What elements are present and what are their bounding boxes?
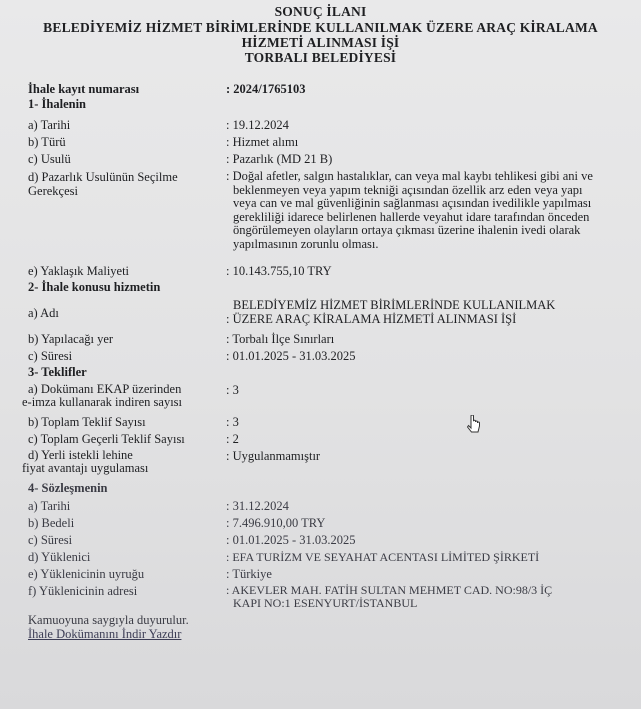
sozlesme-bedeli-value: : 7.496.910,00 TRY [226, 516, 326, 530]
yaklasik-maliyet-label: e) Yaklaşık Maliyeti [28, 264, 130, 278]
yuklenici-adresi-value [226, 584, 552, 610]
yerli-istekli-label [22, 448, 149, 475]
yuklenici-adresi-label: f) Yüklenicinin adresi [28, 584, 138, 598]
gerekce-line: öngörülemeyen olayların ortaya çıkması üzerine ihalenin ivedi olarak [233, 223, 581, 238]
yerli-istekli-row [22, 448, 628, 477]
gerekce-row [28, 170, 628, 262]
yerli-istekli-label-line2: fiyat avantajı uygulaması [22, 461, 149, 475]
mouse-pointer-icon [467, 415, 483, 437]
yuklenici-adresi-line2: KAPI NO:1 ESENYURT/İSTANBUL [233, 596, 418, 610]
closing-text: Kamuoyuna saygıyla duyurulur. [28, 613, 189, 627]
ekap-indiren-value: : 3 [226, 383, 239, 397]
ekap-indiren-row [22, 382, 628, 411]
ihale-tarihi-value: : 19.12.2024 [226, 118, 289, 132]
yuklenici-adresi-row [28, 584, 628, 612]
gerekce-line: beklenmeyen veya yapım tekniği açısından özellik arz eden veya yapı [233, 182, 583, 197]
yuklenici-value: : EFA TURİZM VE SEYAHAT ACENTASI LİMİTED ŞİRKETİ [226, 550, 540, 564]
hizmet-adi-line2: : ÜZERE ARAÇ KİRALAMA HİZMETİ ALINMASI İŞİ [226, 312, 517, 326]
yuklenici-adresi-line1: : AKEVLER MAH. FATİH SULTAN MEHMET CAD. NO:98/3 İÇ [226, 583, 553, 597]
gecerli-teklif-value: : 2 [226, 432, 239, 446]
hizmet-adi-value [226, 298, 555, 326]
ekap-indiren-label [22, 382, 183, 409]
gerekce-label-line2: Gerekçesi [28, 184, 78, 198]
ihale-turu-label: b) Türü [28, 135, 66, 149]
sozlesme-suresi-value: : 01.01.2025 - 31.03.2025 [226, 533, 356, 547]
ekap-indiren-label-line2: e-imza kullanarak indiren sayısı [22, 395, 183, 409]
sozlesme-suresi-label: c) Süresi [28, 533, 73, 547]
gecerli-teklif-label: c) Toplam Geçerli Teklif Sayısı [28, 432, 185, 446]
yuklenici-label: d) Yüklenici [28, 550, 91, 564]
notice-subject-line1: BELEDİYEMİZ HİZMET BİRİMLERİNDE KULLANILMAK ÜZERE ARAÇ KİRALAMA [43, 20, 598, 35]
hizmet-suresi-value: : 01.01.2025 - 31.03.2025 [226, 349, 356, 363]
gerekce-value [226, 170, 616, 252]
sozlesme-tarihi-value: : 31.12.2024 [226, 499, 289, 513]
ihale-kayit-value: : 2024/1765103 [226, 82, 306, 96]
ihale-kayit-label: İhale kayıt numarası [28, 82, 140, 96]
ekap-indiren-label-line1: a) Dokümanı EKAP üzerinden [28, 382, 182, 396]
document-title: SONUÇ İLANI [274, 4, 367, 19]
section-1-heading: 1- İhalenin [28, 97, 87, 111]
gerekce-line: yapılmasının zorunlu olması. [233, 236, 379, 251]
section-3-heading: 3- Teklifler [28, 365, 87, 379]
yerli-istekli-value: : Uygulanmamıştır [226, 449, 321, 463]
notice-subject-line2: HİZMETİ ALINMASI İŞİ [241, 35, 400, 50]
hizmet-suresi-label: c) Süresi [28, 349, 73, 363]
gerekce-line: gerekliliği idarece belirlenen hallerde veyahut idare tarafından önceden [233, 209, 590, 224]
download-print-link[interactable]: İhale Dokümanını İndir Yazdır [28, 627, 182, 641]
sozlesme-bedeli-label: b) Bedeli [28, 516, 75, 530]
ihale-usulu-label: c) Usulü [28, 152, 71, 166]
sozlesme-tarihi-label: a) Tarihi [28, 499, 71, 513]
section-2-heading: 2- İhale konusu hizmetin [28, 280, 161, 294]
toplam-teklif-value: : 3 [226, 415, 239, 429]
ihale-turu-value: : Hizmet alımı [226, 135, 299, 149]
toplam-teklif-label: b) Toplam Teklif Sayısı [28, 415, 146, 429]
ihale-usulu-value: : Pazarlık (MD 21 B) [226, 152, 333, 166]
section-4-heading: 4- Sözleşmenin [28, 481, 108, 495]
gerekce-line: veya can ve mal güvenliğinin sağlanması açısından ivedilikle yapılması [233, 196, 592, 211]
gerekce-label [28, 170, 178, 198]
ihale-tarihi-label: a) Tarihi [28, 118, 71, 132]
yaklasik-maliyet-value: : 10.143.755,10 TRY [226, 264, 332, 278]
hizmet-adi-line1: BELEDİYEMİZ HİZMET BİRİMLERİNDE KULLANILMAK [233, 298, 556, 312]
hizmet-adi-row [28, 298, 628, 328]
yuklenici-uyrugu-label: e) Yüklenicinin uyruğu [28, 567, 145, 581]
yerli-istekli-label-line1: d) Yerli istekli lehine [28, 448, 133, 462]
yapilacagi-yer-label: b) Yapılacağı yer [28, 332, 114, 346]
yuklenici-uyrugu-value: : Türkiye [226, 567, 272, 581]
gerekce-line: : Doğal afetler, salgın hastalıklar, can veya mal kaybı tehlikesi gibi ani ve [226, 169, 593, 183]
yapilacagi-yer-value: : Torbalı İlçe Sınırları [226, 332, 335, 346]
gerekce-label-line1: d) Pazarlık Usulünün Seçilme [28, 170, 178, 184]
institution-name: TORBALI BELEDİYESİ [244, 50, 397, 65]
hizmet-adi-label: a) Adı [28, 306, 59, 320]
footer-links [28, 627, 628, 641]
